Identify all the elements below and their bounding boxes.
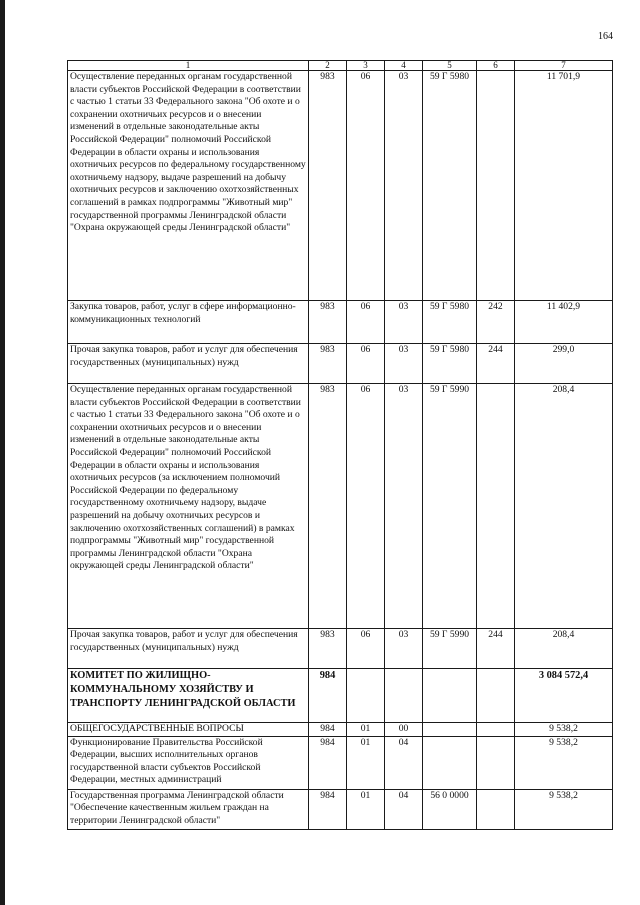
row-description: Государственная программа Ленинградской области "Обеспечение качественным жильем граждан на территории Ленинградской области" — [68, 789, 309, 829]
row-code-target: 56 0 0000 — [423, 789, 477, 829]
row-description: Прочая закупка товаров, работ и услуг для обеспечения государственных (муниципальных) нужд — [68, 629, 309, 669]
row-code-expense: 244 — [477, 344, 515, 384]
row-description: Закупка товаров, работ, услуг в сфере информационно-коммуникационных технологий — [68, 301, 309, 344]
row-description: ОБЩЕГОСУДАРСТВЕННЫЕ ВОПРОСЫ — [68, 723, 309, 737]
row-description: Функционирование Правительства Российской Федерации, высших исполнительных органов государственной власти субъектов Российской Федерации, местных администраций — [68, 736, 309, 789]
row-code-target: 59 Г 5990 — [423, 384, 477, 629]
table-row — [68, 71, 613, 301]
table-row — [68, 384, 613, 629]
row-amount: 299,0 — [515, 344, 613, 384]
header-cell: 7 — [515, 61, 613, 71]
row-code-expense — [477, 789, 515, 829]
row-code-expense — [477, 669, 515, 723]
row-amount: 3 084 572,4 — [515, 669, 613, 723]
row-code-admin: 984 — [309, 669, 347, 723]
table-row — [68, 789, 613, 829]
row-code-expense — [477, 71, 515, 301]
budget-table — [67, 60, 613, 830]
row-code-target — [423, 736, 477, 789]
row-code-subsection: 04 — [385, 736, 423, 789]
row-code-target — [423, 669, 477, 723]
row-code-expense: 242 — [477, 301, 515, 344]
row-code-admin: 983 — [309, 71, 347, 301]
row-code-section — [347, 669, 385, 723]
row-code-section: 06 — [347, 301, 385, 344]
header-cell: 3 — [347, 61, 385, 71]
scan-left-edge — [0, 0, 5, 905]
table-header-row — [68, 61, 613, 71]
table-row — [68, 344, 613, 384]
table-row — [68, 629, 613, 669]
page-number: 164 — [598, 31, 613, 42]
row-code-section: 01 — [347, 723, 385, 737]
row-code-subsection: 03 — [385, 301, 423, 344]
row-amount: 9 538,2 — [515, 789, 613, 829]
row-description: Осуществление переданных органам государственной власти субъектов Российской Федерации в соответствии с частью 1 статьи 33 Федерального закона "Об охоте и о сохранении охотничьих ресурсов и о внесении изменений в отдельные законодательные акты Российской Федерации" полномочий Российской Федерации в области охраны и использования охотничьих ресурсов по федеральному государственному охотничьему надзору, выдаче разрешений на добычу охотничьих ресурсов и заключению охотхозяйственных соглашений в рамках подпрограммы "Животный мир" государственной программы Ленинградской области "Охрана окружающей среды Ленинградской области" — [68, 71, 309, 301]
row-code-target: 59 Г 5980 — [423, 71, 477, 301]
row-amount: 208,4 — [515, 629, 613, 669]
row-code-section: 06 — [347, 629, 385, 669]
header-cell: 6 — [477, 61, 515, 71]
row-code-admin: 983 — [309, 301, 347, 344]
table-row — [68, 301, 613, 344]
header-cell: 1 — [68, 61, 309, 71]
row-code-admin: 983 — [309, 629, 347, 669]
row-code-admin: 984 — [309, 736, 347, 789]
row-amount: 11 402,9 — [515, 301, 613, 344]
row-code-expense — [477, 723, 515, 737]
row-code-subsection: 03 — [385, 384, 423, 629]
header-cell: 4 — [385, 61, 423, 71]
row-code-subsection: 00 — [385, 723, 423, 737]
row-description: Осуществление переданных органам государственной власти субъектов Российской Федерации в соответствии с частью 1 статьи 33 Федерального закона "Об охоте и о сохранении охотничьих ресурсов и о внесении изменений в отдельные законодательные акты Российской Федерации" полномочий Российской Федерации в области охраны и использования охотничьих ресурсов (за исключением полномочий Российской Федерации по федеральному государственному охотничьему надзору, выдаче разрешений на добычу охотничьих ресурсов и заключению охотхозяйственных соглашений) в рамках подпрограммы "Животный мир" государственной программы Ленинградской области "Охрана окружающей среды Ленинградской области" — [68, 384, 309, 629]
row-code-admin: 984 — [309, 789, 347, 829]
row-code-expense — [477, 384, 515, 629]
row-code-admin: 983 — [309, 384, 347, 629]
row-amount: 9 538,2 — [515, 723, 613, 737]
table-row-committee — [68, 669, 613, 723]
row-code-subsection: 03 — [385, 344, 423, 384]
row-code-section: 06 — [347, 344, 385, 384]
row-code-section: 01 — [347, 789, 385, 829]
header-cell: 2 — [309, 61, 347, 71]
row-code-subsection: 03 — [385, 71, 423, 301]
row-amount: 11 701,9 — [515, 71, 613, 301]
row-code-subsection: 03 — [385, 629, 423, 669]
row-code-target: 59 Г 5980 — [423, 301, 477, 344]
table-row — [68, 736, 613, 789]
table-row — [68, 723, 613, 737]
row-code-target: 59 Г 5980 — [423, 344, 477, 384]
row-amount: 9 538,2 — [515, 736, 613, 789]
row-code-subsection: 04 — [385, 789, 423, 829]
row-code-admin: 983 — [309, 344, 347, 384]
row-code-section: 06 — [347, 384, 385, 629]
row-code-subsection — [385, 669, 423, 723]
row-code-target — [423, 723, 477, 737]
row-description: Прочая закупка товаров, работ и услуг для обеспечения государственных (муниципальных) нужд — [68, 344, 309, 384]
row-amount: 208,4 — [515, 384, 613, 629]
row-code-expense: 244 — [477, 629, 515, 669]
row-code-section: 06 — [347, 71, 385, 301]
row-code-expense — [477, 736, 515, 789]
row-description: КОМИТЕТ ПО ЖИЛИЩНО-КОММУНАЛЬНОМУ ХОЗЯЙСТВУ И ТРАНСПОРТУ ЛЕНИНГРАДСКОЙ ОБЛАСТИ — [68, 669, 309, 723]
row-code-target: 59 Г 5990 — [423, 629, 477, 669]
header-cell: 5 — [423, 61, 477, 71]
row-code-admin: 984 — [309, 723, 347, 737]
row-code-section: 01 — [347, 736, 385, 789]
